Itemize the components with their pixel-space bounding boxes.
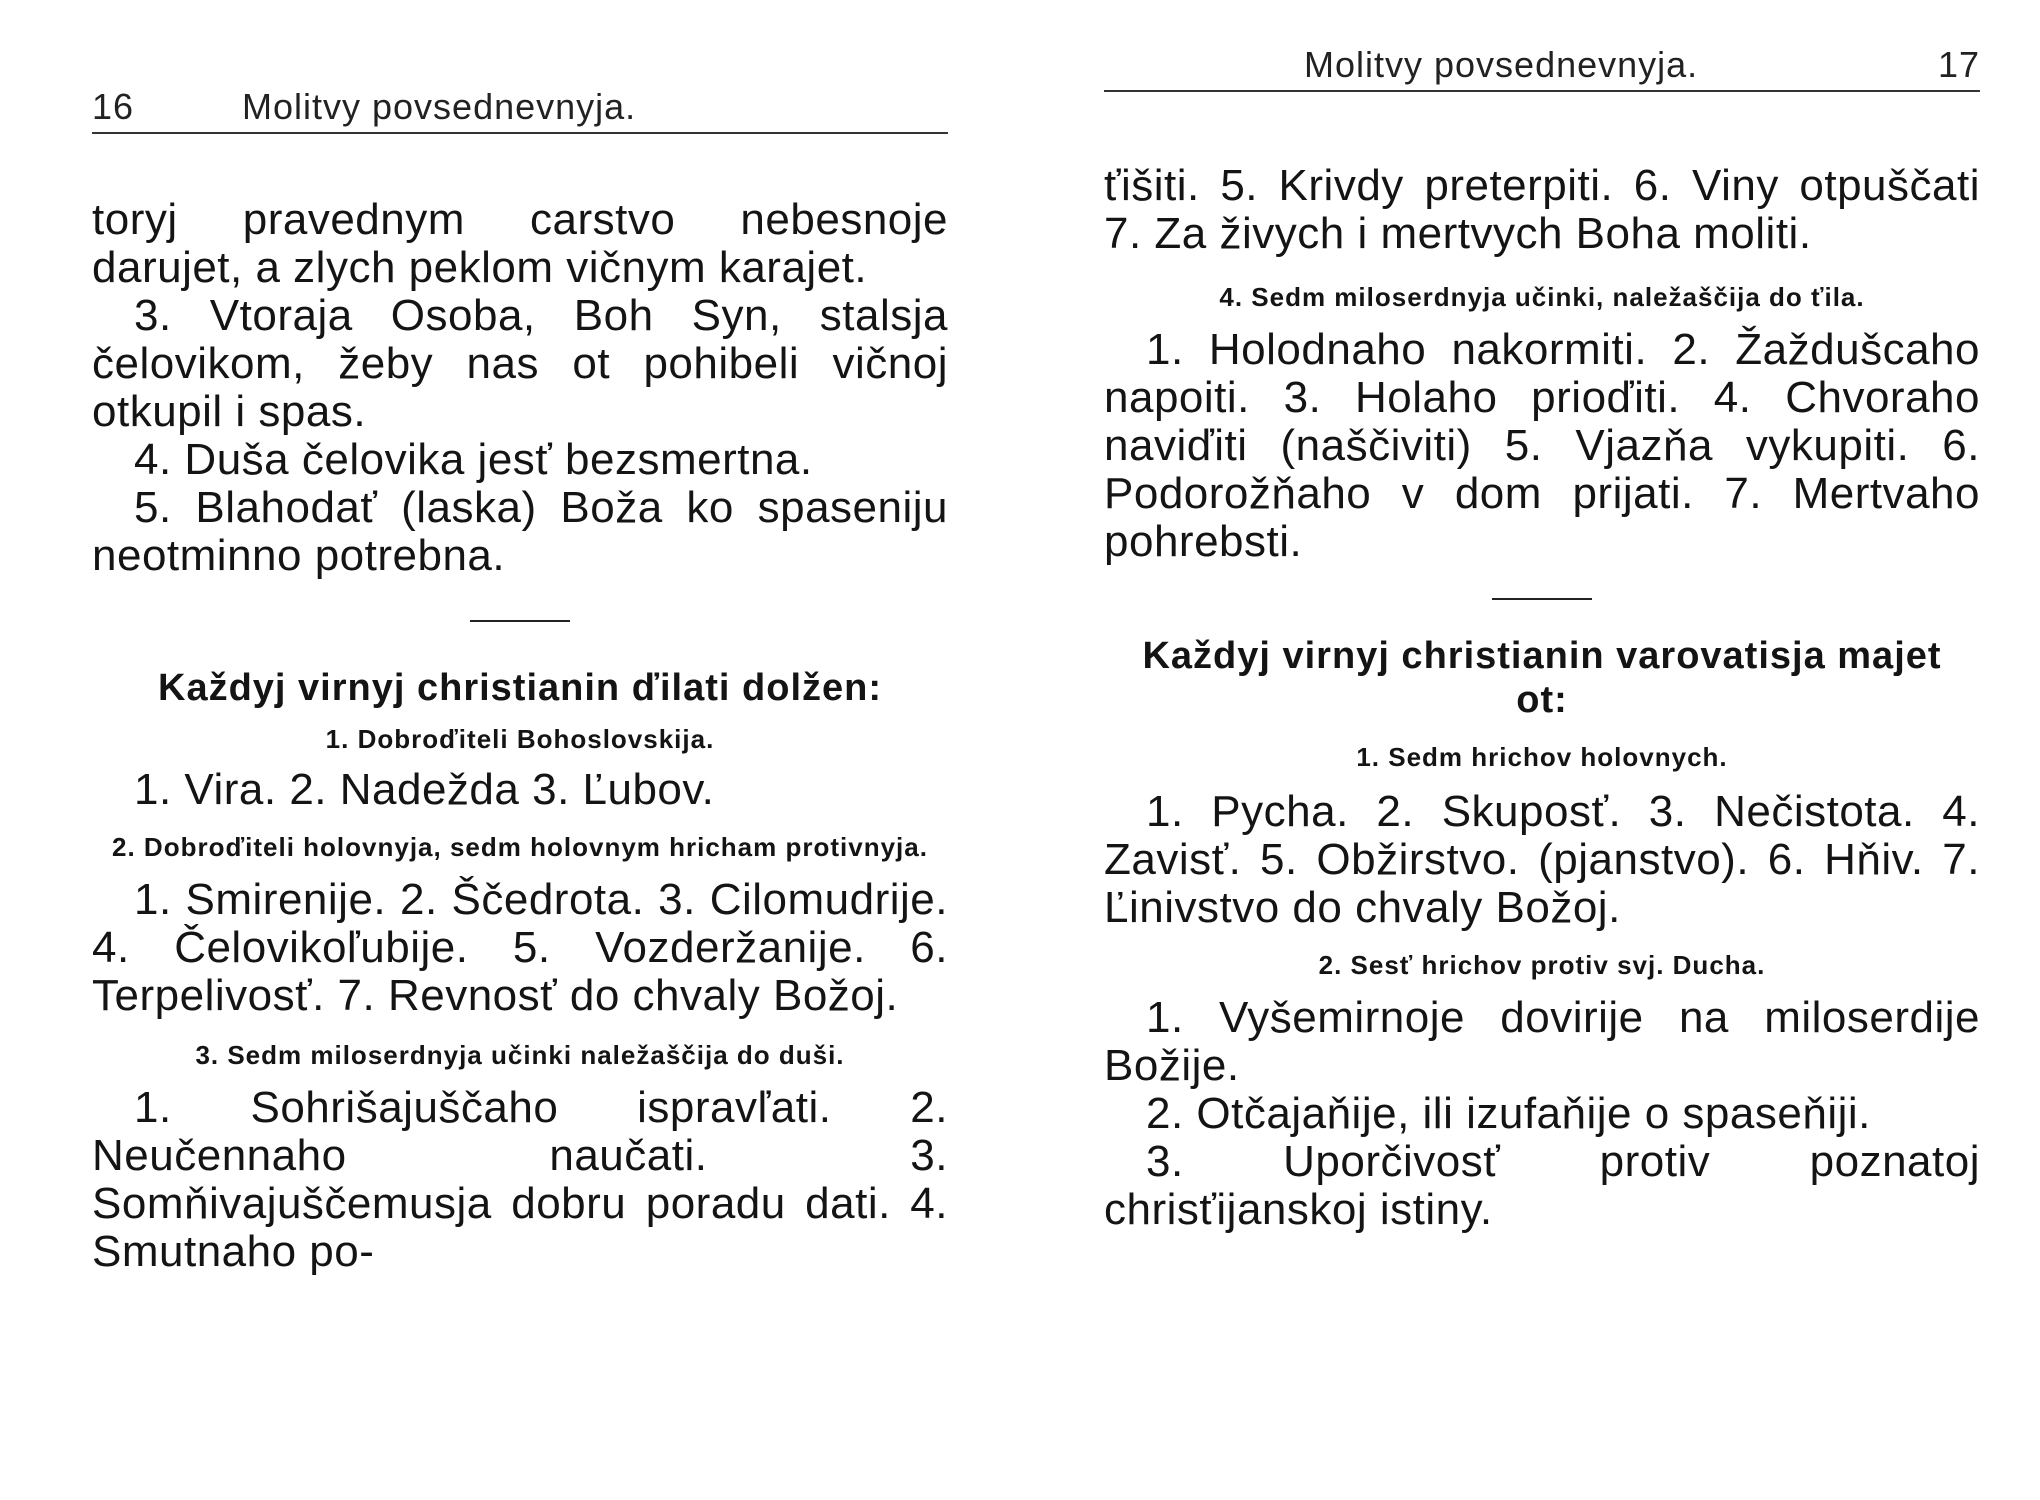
page-number: 17 bbox=[1937, 44, 1980, 85]
section-title: Každyj virnyj christianin ďilati dolžen: bbox=[158, 667, 882, 709]
sub-text: 1. Pycha. 2. Skuposť. 3. Nečistota. 4. Zavisť. 5. Obžirstvo. (pjanstvo). 6. Hňiv. 7. Ľinivstvo do chvaly Božoj. bbox=[1104, 787, 1980, 932]
left-page-header bbox=[92, 86, 948, 134]
right-page-header bbox=[1104, 44, 1980, 92]
sub-text: 1. Smirenije. 2. Ščedrota. 3. Cilomudrije. 4. Čelovikoľubije. 5. Vozderžanije. 6. Terpelivosť. 7. Revnosť do chvaly Božoj. bbox=[92, 875, 948, 1020]
sub-text: 1. Holodnaho nakormiti. 2. Žaždušcaho napoiti. 3. Holaho prioďiti. 4. Chvoraho naviďiti (naščiviti) 5. Vjazňa vykupiti. 6. Podorožňaho v dom prijati. 7. Mertvaho pohrebsti. bbox=[1104, 325, 1980, 566]
running-title: Molitvy povsednevnyja. bbox=[1304, 44, 1699, 85]
running-title: Molitvy povsednevnyja. bbox=[242, 86, 637, 127]
sub-heading: 4. Sedm miloserdnyja učinki, naležaščija do ťila. bbox=[1219, 282, 1865, 312]
intro-paragraph: toryj pravednym carstvo nebesnoje darujet, a zlych peklom vičnym karajet. bbox=[92, 195, 948, 292]
section-divider bbox=[1492, 598, 1592, 600]
intro-paragraph: 5. Blahodať (laska) Boža ko spaseniju neotminno potrebna. bbox=[92, 483, 948, 580]
intro-paragraph: 3. Vtoraja Osoba, Boh Syn, stalsja čelovikom, žeby nas ot pohibeli vičnoj otkupil i spas. bbox=[92, 291, 948, 436]
intro-paragraph: 4. Duša čelovika jesť bezsmertna. bbox=[134, 435, 813, 484]
sub-heading: 2. Dobroďiteli holovnyja, sedm holovnym hricham protivnyja. bbox=[112, 832, 928, 862]
section-title: Každyj virnyj christianin varovatisja majet ot: bbox=[1142, 635, 1942, 721]
list-item: 3. Uporčivosť protiv poznatoj chrisťijanskoj istiny. bbox=[1104, 1137, 1980, 1234]
page-number: 16 bbox=[92, 86, 135, 127]
sub-heading: 2. Sesť hrichov protiv svj. Ducha. bbox=[1318, 950, 1766, 980]
right-page bbox=[1104, 0, 1980, 1234]
continued-text: ťišiti. 5. Krivdy preterpiti. 6. Viny otpuščati 7. Za živych i mertvych Boha moliti. bbox=[1104, 161, 1980, 258]
sub-heading: 1. Sedm hrichov holovnych. bbox=[1356, 742, 1728, 772]
sub-heading: 1. Dobroďiteli Bohoslovskija. bbox=[325, 724, 715, 754]
sub-heading: 3. Sedm miloserdnyja učinki naležaščija do duši. bbox=[195, 1040, 845, 1070]
left-page bbox=[92, 0, 948, 1276]
list-item: 2. Otčajaňije, ili izufaňije o spaseňiji. bbox=[1146, 1089, 1871, 1138]
section-divider bbox=[470, 620, 570, 622]
sub-text: 1. Vira. 2. Nadežda 3. Ľubov. bbox=[134, 765, 715, 814]
list-item: 1. Vyšemirnoje dovirije na miloserdije Božije. bbox=[1104, 993, 1980, 1090]
sub-text: 1. Sohrišajuščaho ispravľati. 2. Neučennaho naučati. 3. Somňivajuščemusja dobru poradu dati. 4. Smutnaho po- bbox=[92, 1083, 948, 1276]
